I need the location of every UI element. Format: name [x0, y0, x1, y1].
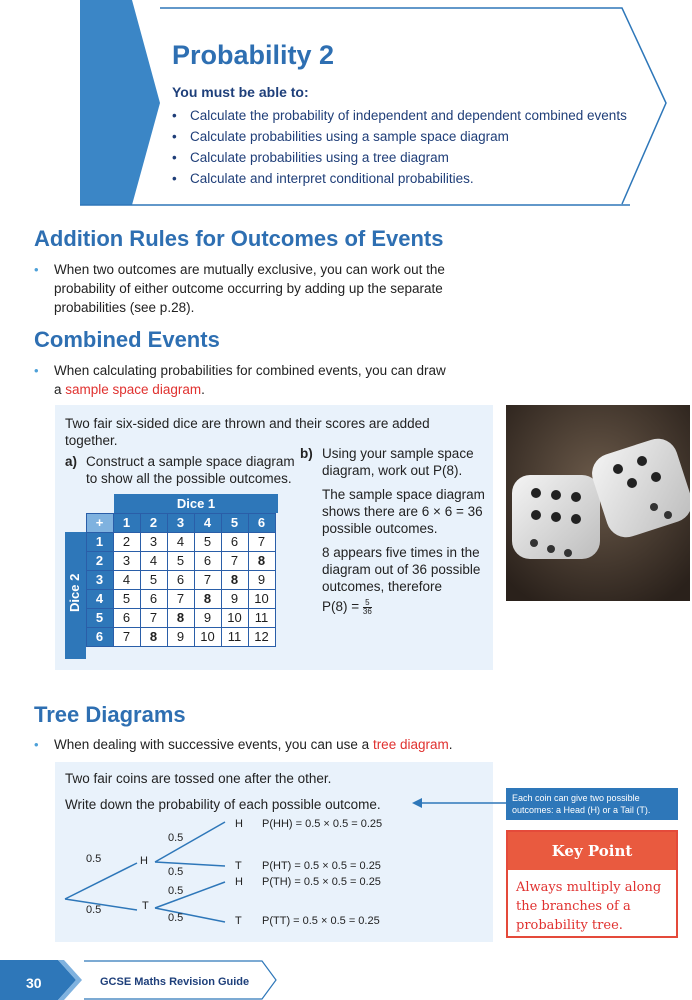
table-cell: 9	[194, 608, 221, 627]
side-tab	[0, 0, 80, 205]
example-coins-line2: Write down the probability of each possible outcome.	[65, 797, 381, 812]
example-coins-line1: Two fair coins are tossed one after the other.	[65, 771, 332, 786]
term-tree-diagram: tree diagram	[372, 737, 449, 752]
table-cell: 4	[113, 570, 140, 589]
book-title: GCSE Maths Revision Guide	[100, 976, 250, 988]
table-cell: 7	[113, 627, 140, 646]
part-b-answer-3	[322, 598, 372, 616]
table-row	[65, 589, 275, 608]
branch-th	[155, 882, 225, 908]
table-cell: 4	[167, 532, 194, 551]
part-a-text: Construct a sample space diagram to show all the possible outcomes.	[86, 454, 295, 486]
dice-photo	[506, 405, 690, 601]
table-cell: 9	[167, 627, 194, 646]
table-cell-eight: 8	[248, 551, 275, 570]
table-cell: 5	[113, 589, 140, 608]
part-b-text: Using your sample space diagram, work out P(8).	[322, 446, 474, 478]
table-cell: 11	[221, 627, 248, 646]
heading-combined-events: Combined Events	[34, 327, 220, 352]
table-row	[65, 532, 275, 551]
key-point-title: Key Point	[508, 832, 676, 870]
row-header: 2	[86, 551, 113, 570]
table-cell: 11	[248, 608, 275, 627]
table-cell: 9	[248, 570, 275, 589]
key-point-box	[506, 830, 678, 938]
node-outcome: H	[235, 876, 243, 888]
dice-1-label: Dice 1	[114, 494, 278, 513]
prob-label: 0.5	[86, 853, 102, 865]
branch-ht	[155, 862, 225, 866]
node-h: H	[140, 855, 148, 867]
fraction-numerator: 5	[363, 599, 372, 608]
prob-label: 0.5	[168, 885, 184, 897]
table-cell: 9	[221, 589, 248, 608]
bullet-end: .	[201, 382, 205, 397]
p8-fraction	[363, 599, 372, 616]
table-cell: 10	[221, 608, 248, 627]
node-outcome: H	[235, 818, 243, 830]
objective-item: • Calculate and interpret conditional probabilities.	[172, 168, 627, 189]
outcome-th: P(TH) = 0.5 × 0.5 = 0.25	[262, 876, 381, 888]
table-cell: 3	[113, 551, 140, 570]
table-cell: 7	[248, 532, 275, 551]
part-b-answer-1: The sample space diagram shows there are 6 × 6 = 36 possible outcomes.	[322, 487, 485, 536]
row-header: 1	[86, 532, 113, 551]
fraction-denominator: 36	[362, 606, 372, 616]
table-cell: 7	[194, 570, 221, 589]
objectives-heading: You must be able to:	[172, 84, 309, 100]
p8-prefix: P(8) =	[322, 599, 360, 614]
bullet-addition-rules	[34, 260, 464, 317]
table-row	[65, 570, 275, 589]
bullet-text: When two outcomes are mutually exclusive, you can work out the probability of either outcome occurring by adding up the separate probabilities (see p.28).	[54, 262, 445, 315]
heading-addition-rules: Addition Rules for Outcomes of Events	[34, 226, 444, 251]
table-cell: 7	[140, 608, 167, 627]
bullet-text: When calculating probabilities for combined events, you can draw a	[54, 363, 446, 397]
table-cell: 10	[248, 589, 275, 608]
bullet-dot-icon: •	[34, 262, 39, 277]
part-a-label: a)	[65, 454, 78, 469]
table-cell-eight: 8	[221, 570, 248, 589]
prob-label: 0.5	[168, 912, 184, 924]
col-header: 5	[221, 513, 248, 532]
node-t: T	[142, 900, 149, 912]
row-header: 3	[86, 570, 113, 589]
objective-item: • Calculate the probability of independent and dependent combined events	[172, 105, 627, 126]
arrow-left-icon	[410, 796, 510, 810]
table-cell: 6	[167, 570, 194, 589]
table-cell: 5	[167, 551, 194, 570]
table-cell: 4	[140, 551, 167, 570]
row-header: 5	[86, 608, 113, 627]
bullet-end: .	[448, 737, 453, 752]
table-cell-eight: 8	[140, 627, 167, 646]
bullet-dot-icon: •	[34, 363, 39, 378]
side-note: Each coin can give two possible outcomes: a Head (H) or a Tail (T).	[506, 788, 678, 820]
heading-tree-diagrams: Tree Diagrams	[34, 702, 186, 727]
row-header: 6	[86, 627, 113, 646]
objective-item: • Calculate probabilities using a tree diagram	[172, 147, 627, 168]
prob-label: 0.5	[168, 832, 184, 844]
table-corner: +	[86, 513, 113, 532]
table-cell: 2	[113, 532, 140, 551]
table-cell: 6	[113, 608, 140, 627]
outcome-ht: P(HT) = 0.5 × 0.5 = 0.25	[262, 860, 381, 872]
table-cell: 10	[194, 627, 221, 646]
table-cell: 5	[140, 570, 167, 589]
sample-space-table	[65, 494, 276, 647]
table-cell: 3	[140, 532, 167, 551]
prob-label: 0.5	[86, 904, 102, 916]
part-b-answer-2: 8 appears five times in the diagram out of 36 possible outcomes, therefore	[322, 545, 481, 594]
col-header: 1	[113, 513, 140, 532]
table-row	[65, 627, 275, 646]
table-cell: 6	[194, 551, 221, 570]
key-point-text: Always multiply along the branches of a probability tree.	[516, 880, 662, 933]
branch-tt	[155, 908, 225, 922]
col-header: 2	[140, 513, 167, 532]
bullet-text: When dealing with successive events, you can use a	[54, 737, 373, 752]
branch-hh	[155, 822, 225, 862]
example-dice-intro: Two fair six-sided dice are thrown and their scores are added together.	[65, 416, 430, 448]
row-header: 4	[86, 589, 113, 608]
dice-2-label: Dice 2	[67, 573, 82, 612]
col-header: 6	[248, 513, 275, 532]
branch-h	[65, 863, 137, 899]
table-cell: 6	[140, 589, 167, 608]
bullet-dot-icon: •	[34, 737, 39, 752]
table-row	[65, 551, 275, 570]
node-outcome: T	[235, 915, 242, 927]
objective-item: • Calculate probabilities using a sample space diagram	[172, 126, 627, 147]
table-cell: 7	[221, 551, 248, 570]
table-cell: 7	[167, 589, 194, 608]
node-outcome: T	[235, 860, 242, 872]
col-header: 4	[194, 513, 221, 532]
table-cell: 12	[248, 627, 275, 646]
col-header: 3	[167, 513, 194, 532]
table-row	[65, 608, 275, 627]
part-b-label: b)	[300, 446, 313, 461]
outcome-hh: P(HH) = 0.5 × 0.5 = 0.25	[262, 818, 383, 830]
page-number: 30	[26, 975, 42, 991]
bullet-combined-events	[34, 361, 454, 399]
table-cell-eight: 8	[194, 589, 221, 608]
side-tab-label: Probability	[26, 68, 45, 160]
table-cell: 5	[194, 532, 221, 551]
prob-label: 0.5	[168, 866, 184, 878]
table-cell: 6	[221, 532, 248, 551]
page-title: Probability 2	[172, 40, 335, 70]
table-cell-eight: 8	[167, 608, 194, 627]
objectives-list	[172, 105, 627, 189]
outcome-tt: P(TT) = 0.5 × 0.5 = 0.25	[262, 915, 380, 927]
term-sample-space-diagram: sample space diagram	[65, 382, 202, 397]
bullet-tree-diagrams	[34, 735, 494, 754]
